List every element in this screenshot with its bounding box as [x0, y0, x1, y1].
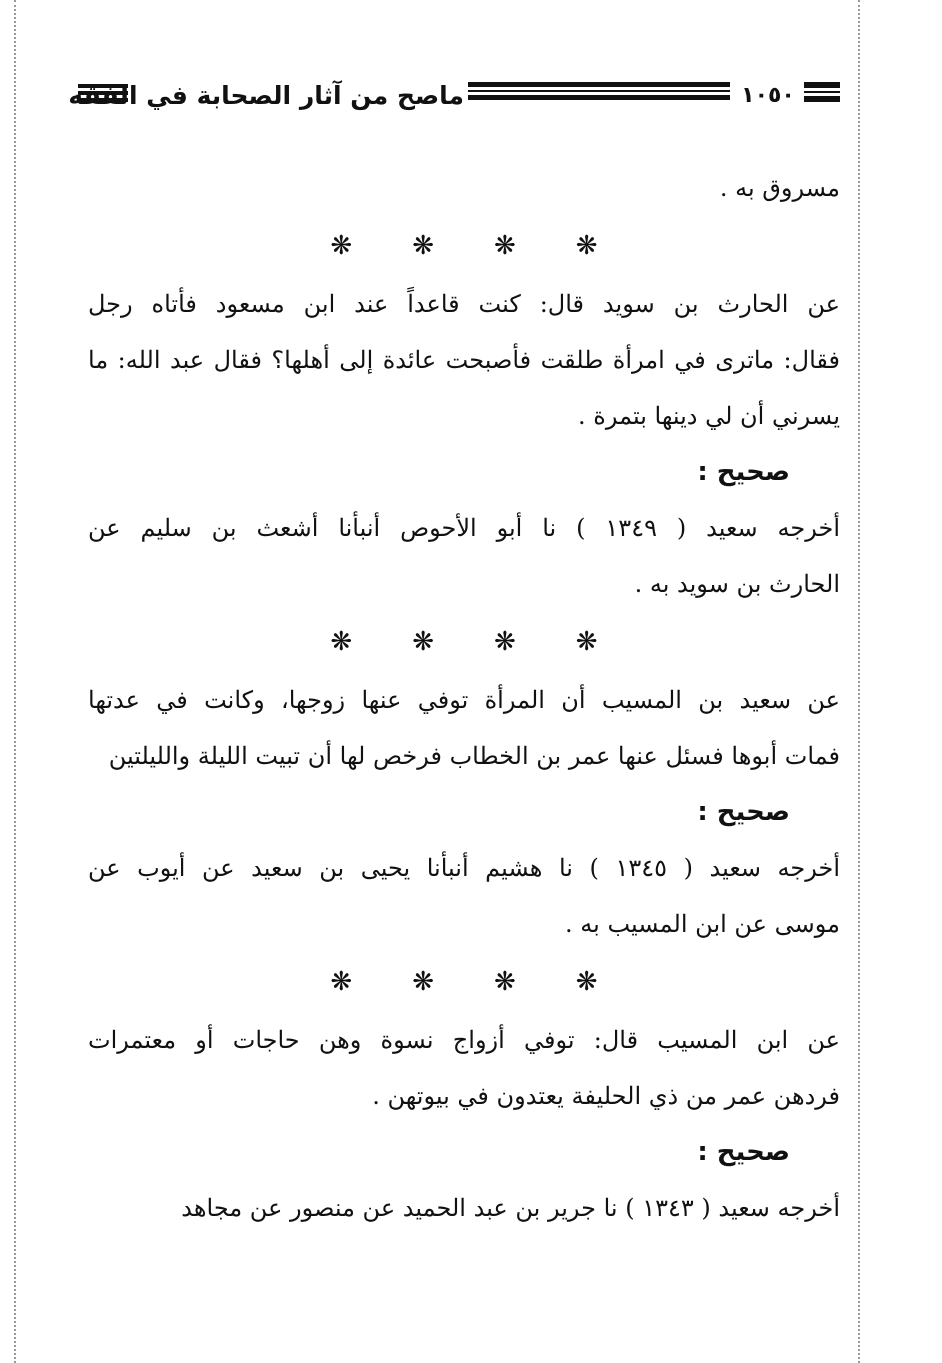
header-title: ماصح من آثار الصحابة في الفقه: [68, 81, 464, 110]
paragraph: [88, 1012, 840, 1124]
page-number: ١٠٥٠: [741, 83, 795, 108]
page-header: [68, 72, 840, 120]
paragraph: [88, 276, 840, 444]
page-body: [88, 160, 840, 1236]
left-margin-dotted-line: [14, 0, 16, 1363]
ornament-star-icon: ❋: [330, 627, 353, 657]
grading-heading: صحيح :: [697, 797, 790, 827]
right-margin-dotted-line: [858, 0, 860, 1363]
paragraph: [88, 500, 840, 612]
text-line: فقال: ماترى في امرأة طلقت فأصبحت عائدة إلى أهلها؟ فقال عبد الله: ما: [88, 346, 840, 374]
grading-heading: صحيح :: [697, 1137, 790, 1167]
header-rule-middle: [468, 82, 730, 100]
text-line: عن سعيد بن المسيب أن المرأة توفي عنها زوجها، وكانت في عدتها: [88, 686, 840, 714]
text-line: عن ابن المسيب قال: توفي أزواج نسوة وهن حاجات أو معتمرات: [88, 1026, 840, 1054]
paragraph: [88, 672, 840, 784]
text-line: فمات أبوها فسئل عنها عمر بن الخطاب فرخص لها أن تبيت الليلة والليلتين: [108, 742, 840, 770]
section-separator: [88, 612, 840, 672]
ornament-star-icon: ❋: [494, 967, 516, 997]
text-line: الحارث بن سويد به .: [634, 570, 840, 598]
text-line: أخرجه سعيد ( ١٣٤٥ ) نا هشيم أنبأنا يحيى بن سعيد عن أيوب عن: [88, 854, 840, 882]
paragraph: [88, 840, 840, 952]
ornament-star-icon: ❋: [494, 231, 516, 261]
ornament-star-icon: ❋: [575, 231, 598, 261]
text-line: أخرجه سعيد ( ١٣٤٣ ) نا جرير بن عبد الحميد عن منصور عن مجاهد: [181, 1194, 840, 1222]
ornament-star-icon: ❋: [575, 967, 598, 997]
section-separator: [88, 952, 840, 1012]
ornament-star-icon: ❋: [330, 967, 353, 997]
ornament-star-icon: ❋: [412, 967, 434, 997]
text-line: فردهن عمر من ذي الحليفة يعتدون في بيوتهن .: [372, 1082, 840, 1110]
ornament-star-icon: ❋: [494, 627, 516, 657]
text-line: عن الحارث بن سويد قال: كنت قاعداً عند ابن مسعود فأتاه رجل: [88, 290, 840, 318]
text-line: مسروق به .: [719, 174, 840, 202]
grading-heading: صحيح :: [697, 457, 790, 487]
ornament-star-icon: ❋: [575, 627, 598, 657]
ornament-star-icon: ❋: [412, 627, 434, 657]
text-line: موسى عن ابن المسيب به .: [565, 910, 840, 938]
header-rule-right: [804, 82, 840, 102]
paragraph: [88, 1180, 840, 1236]
text-line: يسرني أن لي دينها بتمرة .: [578, 402, 840, 430]
ornament-star-icon: ❋: [412, 231, 434, 261]
ornament-star-icon: ❋: [330, 231, 353, 261]
text-line: أخرجه سعيد ( ١٣٤٩ ) نا أبو الأحوص أنبأنا أشعث بن سليم عن: [88, 514, 840, 542]
section-separator: [88, 216, 840, 276]
paragraph: [88, 160, 840, 216]
